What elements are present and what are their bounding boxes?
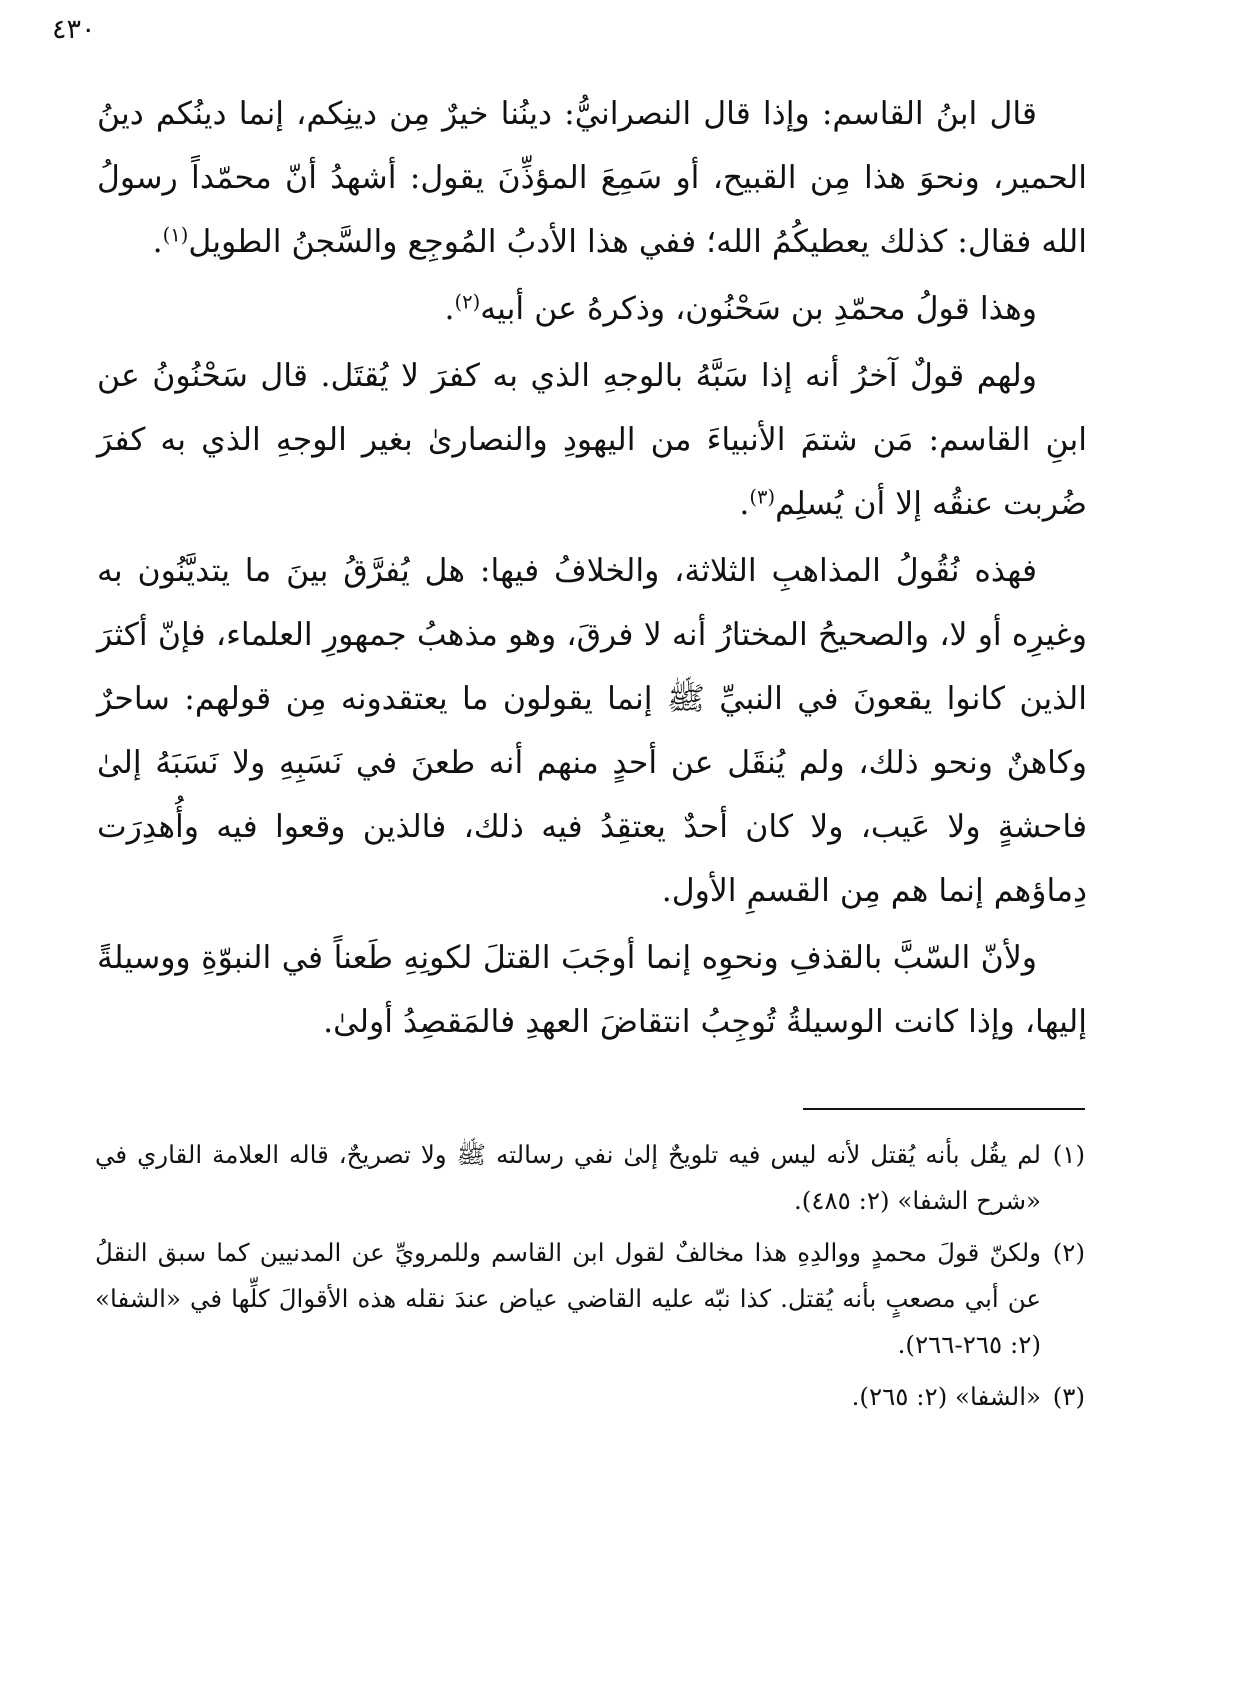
paragraph: [97, 277, 1087, 341]
footnote-reference[interactable]: (٣): [749, 485, 776, 509]
paragraph-end: .: [444, 291, 455, 327]
paragraph: [97, 344, 1087, 536]
paragraph-text: فهذه نُقُولُ المذاهبِ الثلاثة، والخلافُ فيها: هل يُفرَّقُ بينَ ما يتديَّنُون به وغيرِه أو لا، والصحيحُ المختارُ أنه لا فرقَ، وهو مذهبُ جمهورِ العلماء، فإنّ أكثرَ الذين كانوا يقعونَ في النبيِّ ﷺ إنما يقولون ما يعتقدونه مِن قولهم: ساحرٌ وكاهنٌ ونحو ذلك، ولم يُنقَل عن أحدٍ منهم أنه طعنَ في نَسَبِهِ ولا نَسَبَهُ إلىٰ فاحشةٍ ولا عَيب، ولا كان أحدٌ يعتقِدُ فيه ذلك، فالذين وقعوا فيه وأُهدِرَت دِماؤهم إنما هم مِن القسمِ الأول.: [97, 553, 1087, 909]
footnote-reference[interactable]: (١): [162, 223, 189, 247]
footnotes: [95, 1132, 1085, 1426]
paragraph-end: .: [152, 224, 163, 260]
main-text: [97, 82, 1087, 1054]
page-number: ٤٣٠: [52, 14, 96, 45]
footnote-reference[interactable]: (٢): [454, 290, 481, 314]
footnote-number: (٣): [1052, 1382, 1085, 1411]
paragraph-text: وهذا قولُ محمّدِ بن سَحْنُون، وذكرهُ عن أبيه: [480, 291, 1037, 327]
footnote-text: ولكنّ قولَ محمدٍ ووالدِهِ هذا مخالفٌ لقول ابن القاسم وللمرويِّ عن المدنيين كما سبق النقلُ عن أبي مصعبٍ بأنه يُقتل. كذا نبّه عليه القاضي عياض عندَ نقله هذه الأقوالَ كلِّها في «الشفا» (٢: ٢٦٥-٢٦٦).: [95, 1238, 1041, 1359]
footnote: [95, 1132, 1085, 1224]
paragraph-text: قال ابنُ القاسم: وإذا قال النصرانيُّ: دينُنا خيرٌ مِن دينِكم، إنما دينُكم دينُ الحمير، ونحوَ هذا مِن القبيح، أو سَمِعَ المؤذِّنَ يقول: أشهدُ أنّ محمّداً رسولُ الله فقال: كذلك يعطيكُمُ الله؛ ففي هذا الأدبُ المُوجِع والسَّجنُ الطويل: [97, 96, 1087, 260]
footnote-text: لم يقُل بأنه يُقتل لأنه ليس فيه تلويحٌ إلىٰ نفي رسالته ﷺ ولا تصريحٌ، قاله العلامة القاري في «شرح الشفا» (٢: ٤٨٥).: [95, 1140, 1041, 1215]
footnote-number: (١): [1052, 1140, 1085, 1169]
paragraph-end: .: [739, 486, 750, 522]
paragraph: [97, 539, 1087, 923]
footnote: [95, 1374, 1085, 1420]
footnote-number: (٢): [1052, 1238, 1085, 1267]
footnote-divider: [803, 1108, 1085, 1110]
paragraph: [97, 82, 1087, 274]
footnote: [95, 1230, 1085, 1368]
paragraph-text: ولأنّ السّبَّ بالقذفِ ونحوِه إنما أوجَبَ القتلَ لكونِهِ طَعناً في النبوّةِ ووسيلةً إليها، وإذا كانت الوسيلةُ تُوجِبُ انتقاضَ العهدِ فالمَقصِدُ أولىٰ.: [97, 940, 1087, 1040]
footnote-text: «الشفا» (٢: ٢٦٥).: [851, 1382, 1041, 1411]
paragraph-text: ولهم قولٌ آخرُ أنه إذا سَبَّهُ بالوجهِ الذي به كفرَ لا يُقتَل. قال سَحْنُونُ عن ابنِ القاسم: مَن شتمَ الأنبياءَ من اليهودِ والنصارىٰ بغير الوجهِ الذي به كفرَ ضُربت عنقُه إلا أن يُسلِم: [97, 358, 1087, 522]
paragraph: [97, 926, 1087, 1054]
